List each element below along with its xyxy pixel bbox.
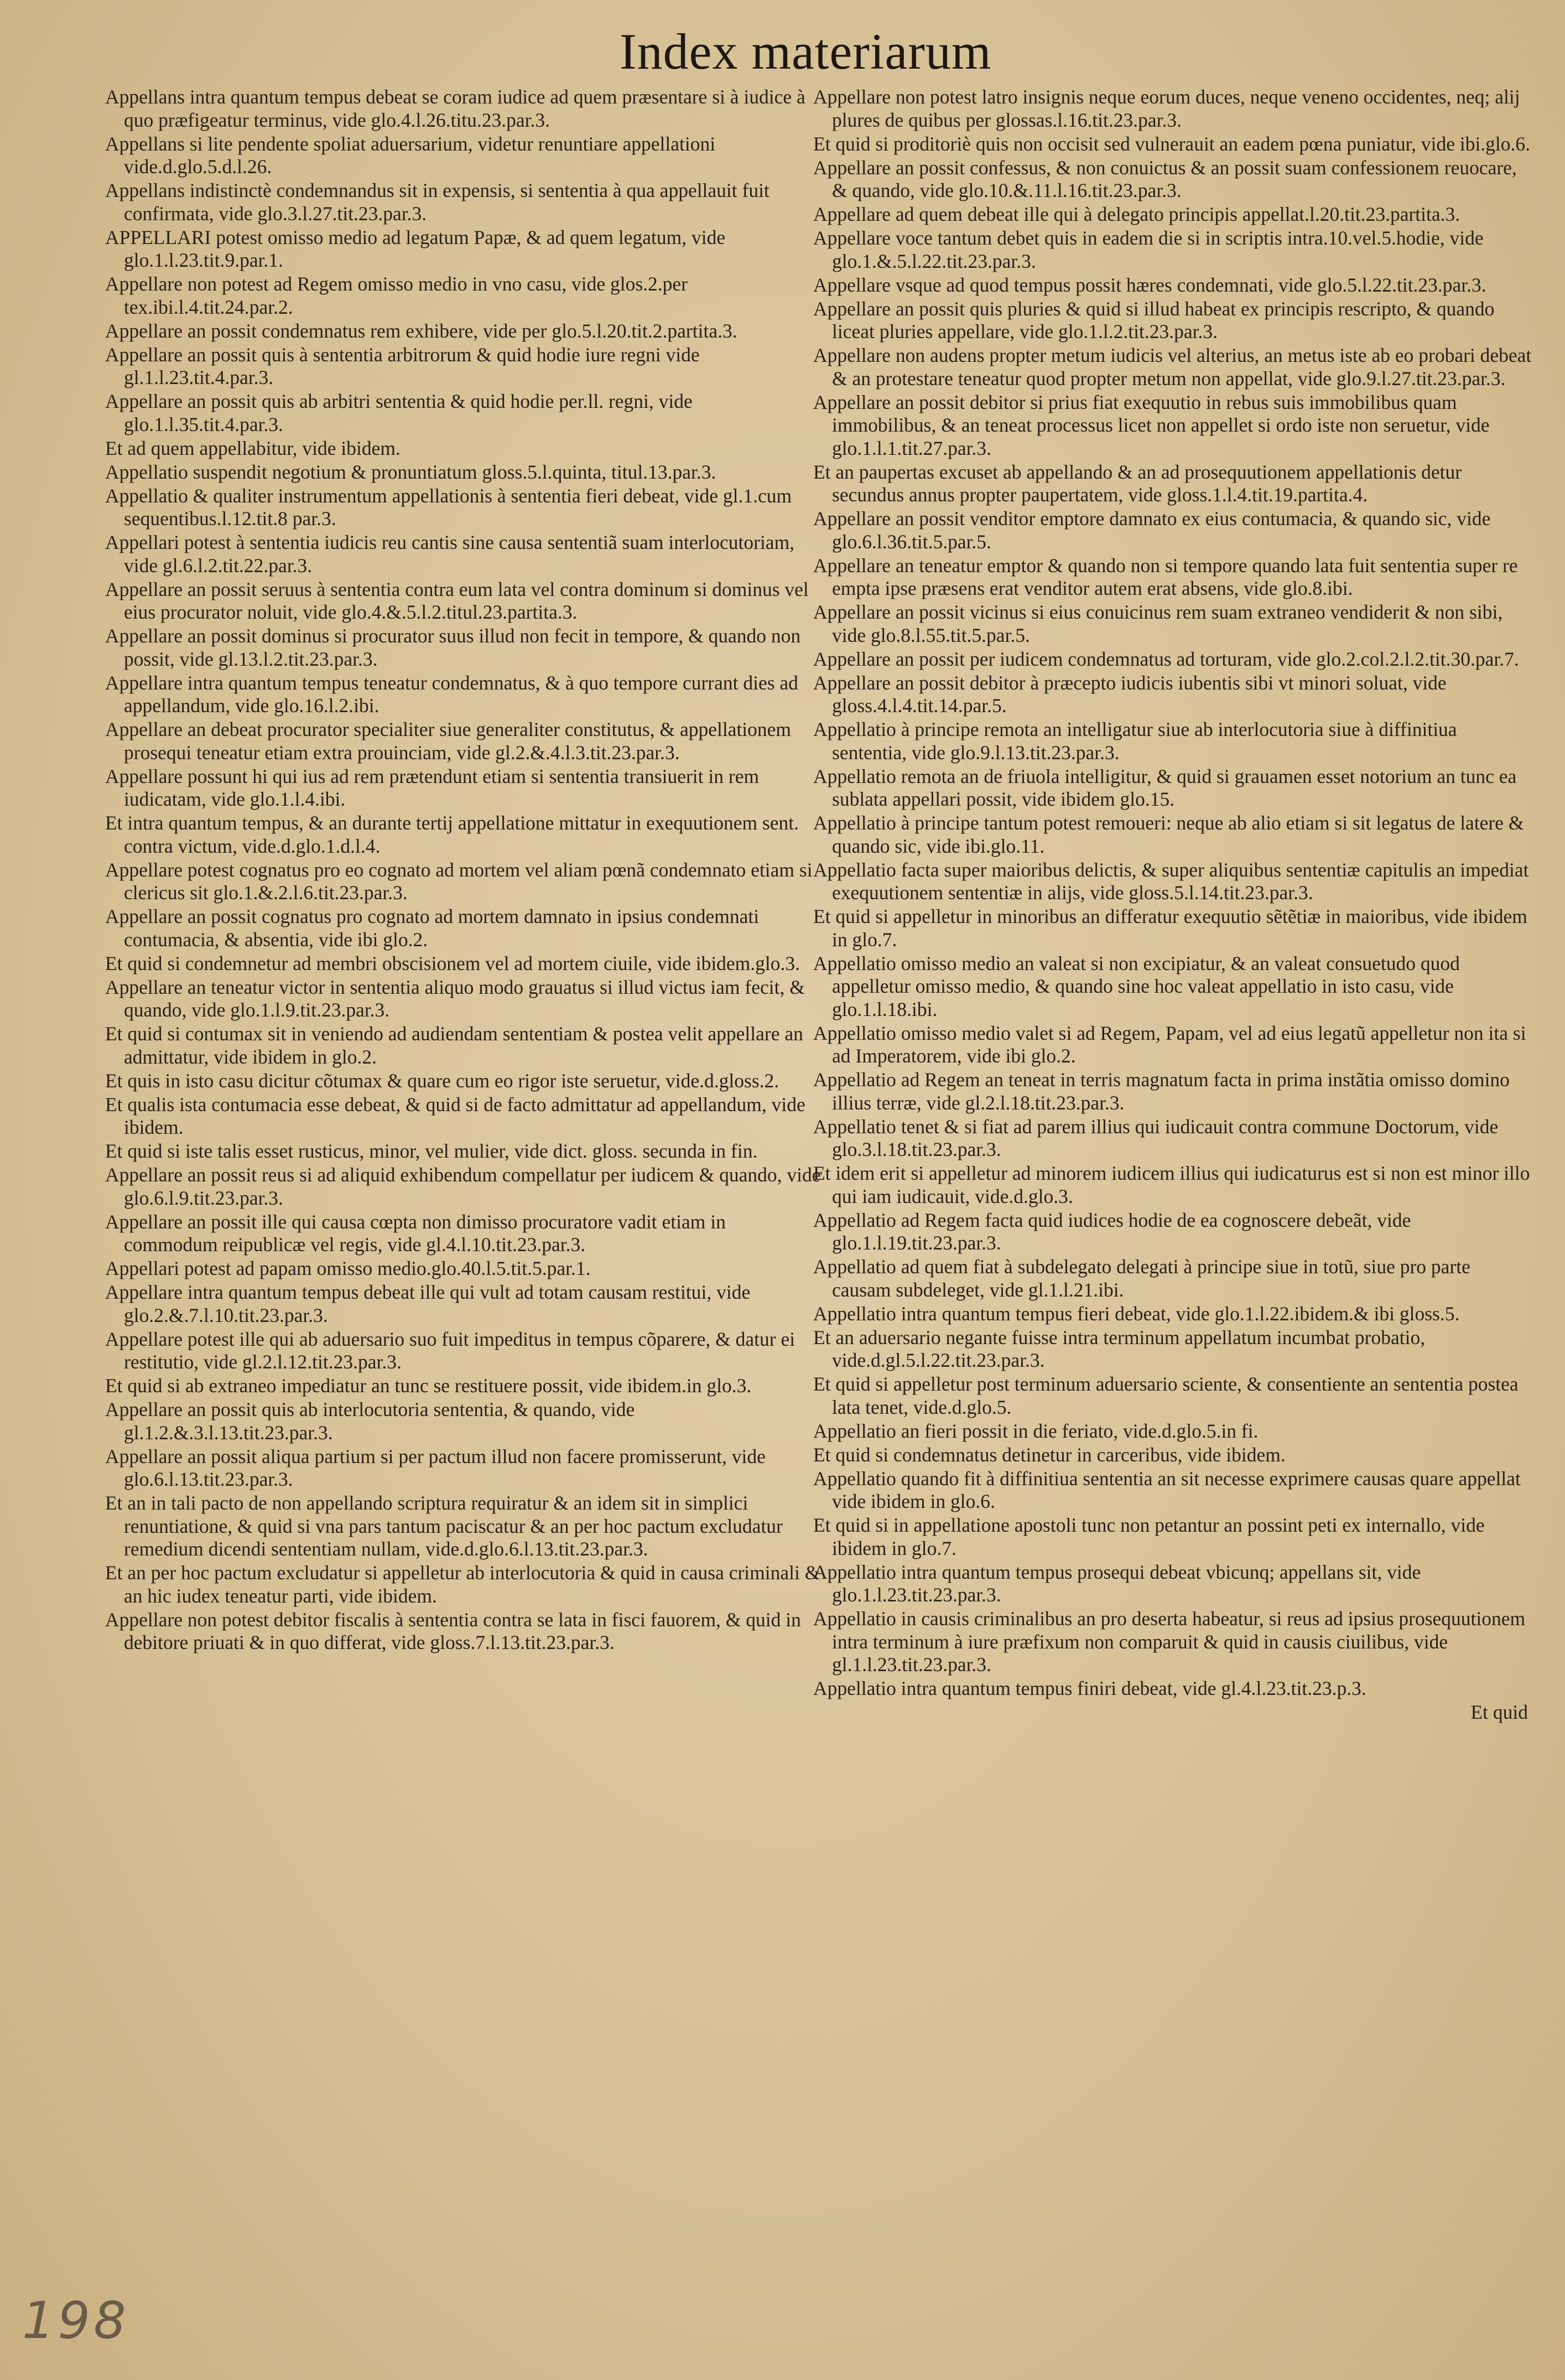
index-entry: Appellare intra quantum tempus teneatur condemnatus, & à quo tempore currant dies ad appellandum, vide glo.16.l.2.ibi.: [105, 671, 798, 717]
index-entry: Appellans intra quantum tempus debeat se coram iudice ad quem præsentare si à iudice à quo præfigeatur terminus, vide glo.4.l.26.titu.23.par.3.: [105, 86, 805, 131]
index-entry: Appellatio intra quantum tempus prosequi debeat vbicunq; appellans sit, vide glo.1.l.23.tit.23.par.3.: [813, 1560, 1421, 1606]
index-entry: Appellans si lite pendente spoliat aduersarium, videtur renuntiare appellationi vide.d.glo.5.d.l.26.: [105, 132, 716, 178]
index-entry: Appellatio an fieri possit in die feriato, vide.d.glo.5.in fi.: [813, 1419, 1259, 1442]
index-entry: Et quid si in appellatione apostoli tunc non petantur an possint peti ex internallo, vide ibidem in glo.7.: [813, 1514, 1485, 1559]
index-entry: Appellatio facta super maioribus delictis, & super aliquibus sententiæ capitulis an impediat exequutionem sententiæ in alijs, vide gloss.5.l.14.tit.23.par.3.: [813, 858, 1529, 904]
index-entry: Appellare intra quantum tempus debeat ille qui vult ad totam causam restitui, vide glo.2.&.7.l.10.tit.23.par.3.: [105, 1281, 751, 1326]
index-entry: Appellare an possit condemnatus rem exhibere, vide per glo.5.l.20.tit.2.partita.3.: [105, 319, 737, 342]
index-entry: Appellare an possit vicinus si eius conuicinus rem suam extraneo vendiderit & non sibi, vide glo.8.l.55.tit.5.par.5.: [813, 601, 1503, 646]
index-entry: Appellare an possit confessus, & non conuictus & an possit suam confessionem reuocare, & quando, vide glo.10.&.11.l.16.tit.23.par.3.: [813, 156, 1517, 201]
index-entry: Et quid si contumax sit in veniendo ad audiendam sententiam & postea velit appellare an admittatur, vide ibidem in glo.2.: [105, 1023, 803, 1068]
index-entry: Appellatio ad quem fiat à subdelegato delegati à principe siue in totũ, siue pro parte causam subdeleget, vide gl.1.l.21.ibi.: [813, 1256, 1470, 1301]
index-entry: Appellare an possit ille qui causa cœpta non dimisso procuratore vadit etiam in commodum reipublicæ vel regis, vide gl.4.l.10.tit.23.par.3.: [105, 1210, 726, 1256]
index-entry: Appellari potest à sententia iudicis reu cantis sine causa sententiã suam interlocutoriam, vide gl.6.l.2.tit.22.par.3.: [105, 531, 795, 577]
index-entry: Appellare ad quem debeat ille qui à delegato principis appellat.l.20.tit.23.partita.3.: [813, 203, 1460, 225]
index-entry: Et an in tali pacto de non appellando scriptura requiratur & an idem sit in simplici renuntiatione, & quid si vna pars tantum paciscatur & an per hoc pactum excludatur remedium dicendi sententiam nullam, vide.d.glo.6.l.13.tit.23.par.3.: [105, 1492, 783, 1560]
index-entry: Et quid si appelletur in minoribus an differatur exequutio sẽtẽtiæ in maioribus, vide ibidem in glo.7.: [813, 905, 1527, 951]
index-entry: Appellatio suspendit negotium & pronuntiatum gloss.5.l.quinta, titul.13.par.3.: [105, 460, 716, 483]
index-entry: Et qualis ista contumacia esse debeat, & quid si de facto admittatur ad appellandum, vide ibidem.: [105, 1093, 805, 1138]
page-header: Index materiarum: [620, 23, 992, 80]
index-column-right: [813, 86, 1532, 1725]
index-entry: Appellare voce tantum debet quis in eadem die si in scriptis intra.10.vel.5.hodie, vide glo.1.&.5.l.22.tit.23.par.3.: [813, 227, 1484, 272]
index-entry: Appellare an possit seruus à sententia contra eum lata vel contra dominum si dominus vel eius procurator noluit, vide glo.4.&.5.l.2.titul.23.partita.3.: [105, 578, 809, 623]
catchword: Et quid: [1470, 1701, 1528, 1723]
index-entry: Appellatio ad Regem facta quid iudices hodie de ea cognoscere debeãt, vide glo.1.l.19.tit.23.par.3.: [813, 1209, 1411, 1254]
index-entry: Appellare non potest latro insignis neque eorum duces, neque veneno occidentes, neq; alij plures de quibus per glossas.l.16.tit.23.par.3.: [813, 86, 1520, 131]
index-entry: Appellatio in causis criminalibus an pro deserta habeatur, si reus ad ipsius prosequutionem intra terminum à iure præfixum non comparuit & quid in causis ciuilibus, vide gl.1.l.23.tit.23.par.3.: [813, 1608, 1526, 1676]
index-entry: Appellatio intra quantum tempus finiri debeat, vide gl.4.l.23.tit.23.p.3.: [813, 1677, 1366, 1699]
index-entry: Appellare an possit quis pluries & quid si illud habeat ex principis rescripto, & quando liceat pluries appellare, vide glo.1.l.2.tit.23.par.3.: [813, 297, 1495, 343]
index-entry: Appellare an possit per iudicem condemnatus ad torturam, vide glo.2.col.2.l.2.tit.30.par.7.: [813, 647, 1519, 670]
index-entry: Et an paupertas excuset ab appellando & an ad prosequutionem appellationis detur secundus annus propter paupertatem, vide gloss.1.l.4.tit.19.partita.4.: [813, 460, 1462, 506]
index-entry: Appellari potest ad papam omisso medio.glo.40.l.5.tit.5.par.1.: [105, 1257, 591, 1279]
index-entry: Et an per hoc pactum excludatur si appelletur ab interlocutoria & quid in causa criminali & an hic iudex teneatur parti, vide ibidem.: [105, 1562, 820, 1607]
index-entry: Appellare vsque ad quod tempus possit hæres condemnati, vide glo.5.l.22.tit.23.par.3.: [813, 273, 1486, 296]
index-entry: Et an aduersario negante fuisse intra terminum appellatum incumbat probatio, vide.d.gl.5.l.22.tit.23.par.3.: [813, 1326, 1426, 1371]
index-entry: Appellare an teneatur victor in sententia aliquo modo grauatus si illud victus iam fecit, & quando, vide glo.1.l.9.tit.23.par.3.: [105, 976, 805, 1021]
index-entry: Appellare an possit venditor emptore damnato ex eius contumacia, & quando sic, vide glo.6.l.36.tit.5.par.5.: [813, 507, 1491, 553]
index-entry: Appellare an possit debitor à præcepto iudicis iubentis sibi vt minori soluat, vide gloss.4.l.4.tit.14.par.5.: [813, 671, 1447, 717]
index-entry: Appellare an possit dominus si procurator suus illud non fecit in tempore, & quando non possit, vide gl.13.l.2.tit.23.par.3.: [105, 625, 801, 670]
index-entry: Appellare non audens propter metum iudicis vel alterius, an metus iste ab eo probari debeat & an protestare teneatur quod propter metum non appellat, vide glo.9.l.27.tit.23.par.3.: [813, 344, 1532, 390]
index-column-left: [105, 86, 824, 1655]
index-entry: Et ad quem appellabitur, vide ibidem.: [105, 437, 401, 459]
index-entry: Appellare an debeat procurator specialiter siue generaliter constitutus, & appellationem prosequi teneatur etiam extra prouinciam, vide gl.2.&.4.l.3.tit.23.par.3.: [105, 718, 792, 764]
index-entry: Et quid si proditoriè quis non occisit sed vulnerauit an eadem pœna puniatur, vide ibi.glo.6.: [813, 132, 1531, 155]
index-entry: Appellare potest ille qui ab aduersario suo fuit impeditus in tempus cõparere, & datur ei restitutio, vide gl.2.l.12.tit.23.par.3.: [105, 1328, 796, 1373]
index-entry: Appellatio quando fit à diffinitiua sententia an sit necesse exprimere causas quare appellat vide ibidem in glo.6.: [813, 1467, 1521, 1512]
index-entry: Appellare an possit quis ab arbitri sententia & quid hodie per.ll. regni, vide glo.1.l.35.tit.4.par.3.: [105, 390, 693, 435]
index-entry: Appellatio à principe tantum potest remoueri: neque ab alio etiam si sit legatus de latere & quando sic, vide ibi.glo.11.: [813, 812, 1524, 857]
index-entry: Appellatio omisso medio valet si ad Regem, Papam, vel ad eius legatũ appelletur non ita si ad Imperatorem, vide ibi glo.2.: [813, 1022, 1526, 1067]
index-entry: Et intra quantum tempus, & an durante tertij appellatione mittatur in exequutionem sent. contra victum, vide.d.glo.1.d.l.4.: [105, 812, 799, 857]
index-entry: Appellare non potest ad Regem omisso medio in vno casu, vide glos.2.per tex.ibi.l.4.tit.24.par.2.: [105, 273, 688, 318]
index-entry: Appellare an possit quis à sententia arbitrorum & quid hodie iure regni vide gl.1.l.23.tit.4.par.3.: [105, 343, 700, 388]
index-entry: Et idem erit si appelletur ad minorem iudicem illius qui iudicaturus est si non est minor illo qui iam iudicauit, vide.d.glo.3.: [813, 1162, 1530, 1207]
index-entry: Appellare an possit reus si ad aliquid exhibendum compellatur per iudicem & quando, vide glo.6.l.9.tit.23.par.3.: [105, 1164, 821, 1209]
index-entry: Appellare an possit quis ab interlocutoria sententia, & quando, vide gl.1.2.&.3.l.13.tit.23.par.3.: [105, 1398, 635, 1444]
index-entry: APPELLARI potest omisso medio ad legatum Papæ, & ad quem legatum, vide glo.1.l.23.tit.9.par.1.: [105, 226, 726, 271]
index-entry: Appellatio à principe remota an intelligatur siue ab interlocutoria siue à diffinitiua sententia, vide glo.9.l.13.tit.23.par.3.: [813, 718, 1457, 764]
index-entry: Appellatio remota an de friuola intelligitur, & quid si grauamen esset notorium an tunc ea sublata appellari possit, vide ibidem glo.15.: [813, 765, 1517, 810]
index-entry: Et quid si ab extraneo impediatur an tunc se restituere possit, vide ibidem.in glo.3.: [105, 1375, 752, 1397]
index-entry: Appellare potest cognatus pro eo cognato ad mortem vel aliam pœnã condemnato etiam si clericus sit glo.1.&.2.l.6.tit.23.par.3.: [105, 858, 813, 904]
index-entry: Et quid si condemnetur ad membri obscisionem vel ad mortem ciuile, vide ibidem.glo.3.: [105, 952, 800, 974]
index-entry: Et quid si appelletur post terminum aduersario sciente, & consentiente an sententia postea lata tenet, vide.d.glo.5.: [813, 1373, 1519, 1418]
index-entry: Et quis in isto casu dicitur cõtumax & quare cum eo rigor iste seruetur, vide.d.gloss.2.: [105, 1069, 779, 1092]
index-entry: Et quid si condemnatus detinetur in carceribus, vide ibidem.: [813, 1443, 1286, 1466]
index-entry: Appellans indistinctè condemnandus sit in expensis, si sententia à qua appellauit fuit confirmata, vide glo.3.l.27.tit.23.par.3.: [105, 179, 769, 225]
index-entry: Appellatio tenet & si fiat ad parem illius qui iudicauit contra commune Doctorum, vide glo.3.l.18.tit.23.par.3.: [813, 1115, 1499, 1160]
index-entry: Appellare an possit aliqua partium si per pactum illud non facere promisserunt, vide glo.6.l.13.tit.23.par.3.: [105, 1445, 766, 1490]
index-entry: Appellare an possit cognatus pro cognato ad mortem damnato in ipsius condemnati contumacia, & absentia, vide ibi glo.2.: [105, 905, 760, 951]
index-entry: Appellatio intra quantum tempus fieri debeat, vide glo.1.l.22.ibidem.& ibi gloss.5.: [813, 1302, 1460, 1325]
folio-number: 198: [22, 2291, 129, 2350]
index-entry: Appellare possunt hi qui ius ad rem prætendunt etiam si sententia transiuerit in rem iudicatam, vide glo.1.l.4.ibi.: [105, 765, 760, 810]
index-entry: Appellare an possit debitor si prius fiat exequutio in rebus suis immobilibus quam immobilibus, & an teneat processus licet non appellet si ordo iste non seruetur, vide glo.1.l.1.tit.27.par.3.: [813, 391, 1490, 459]
index-entry: Appellatio omisso medio an valeat si non excipiatur, & an valeat consuetudo quod appelletur omisso medio, & quando sine hoc valeat appellatio in isto casu, vide glo.1.l.18.ibi.: [813, 952, 1460, 1020]
index-entry: Appellare an teneatur emptor & quando non si tempore quando lata fuit sententia super re empta ipse præsens erat venditor autem erat absens, vide glo.8.ibi.: [813, 554, 1518, 599]
index-entry: Appellare non potest debitor fiscalis à sententia contra se lata in fisci fauorem, & quid in debitore priuati & in quo differat, vide gloss.7.l.13.tit.23.par.3.: [105, 1608, 801, 1653]
index-entry: Et quid si iste talis esset rusticus, minor, vel mulier, vide dict. gloss. secunda in fin.: [105, 1140, 758, 1162]
index-entry: Appellatio ad Regem an teneat in terris magnatum facta in prima instãtia omisso domino illius terræ, vide gl.2.l.18.tit.23.par.3.: [813, 1069, 1510, 1114]
index-entry: Appellatio & qualiter instrumentum appellationis à sententia fieri debeat, vide gl.1.cum sequentibus.l.12.tit.8 par.3.: [105, 484, 792, 530]
